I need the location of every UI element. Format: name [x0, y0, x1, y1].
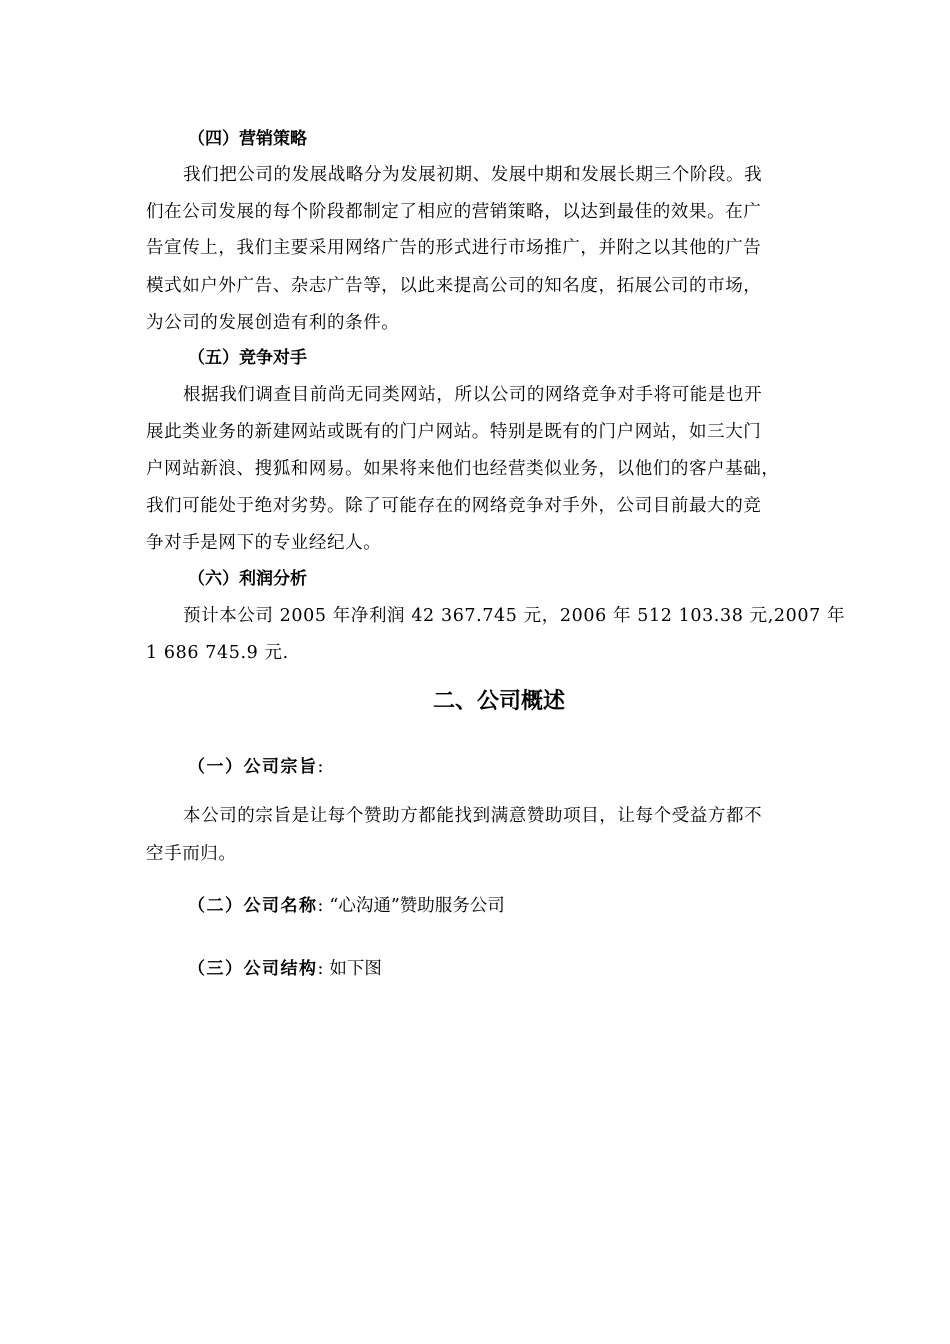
marketing-paragraph-line: 为公司的发展创造有利的条件。 [146, 313, 400, 333]
marketing-heading: （四）营销策略 [188, 129, 307, 149]
structure-colon: : [317, 959, 324, 979]
competitors-paragraph-line: 根据我们调查目前尚无同类网站，所以公司的网络竞争对手将可能是也开 [183, 385, 763, 405]
competitors-paragraph-line: 展此类业务的新建网站或既有的门户网站。特别是既有的门户网站，如三大门 [146, 422, 762, 442]
profit-paragraph-line: 1 686 745.9 元. [146, 643, 289, 663]
purpose-label: （一）公司宗旨 [188, 757, 318, 777]
purpose-paragraph-line: 本公司的宗旨是让每个赞助方都能找到满意赞助项目，让每个受益方都不 [183, 806, 763, 826]
structure-label: （三）公司结构 [188, 959, 318, 979]
structure-value: 如下图 [329, 959, 382, 979]
profit-paragraph-line: 预计本公司 2005 年净利润 42 367.745 元，2006 年 512 103.38 元,2007 年 [183, 606, 846, 626]
purpose-paragraph-line: 空手而归。 [146, 844, 237, 864]
marketing-paragraph-line: 告宣传上，我们主要采用网络广告的形式进行市场推广，并附之以其他的广告 [146, 238, 762, 258]
marketing-paragraph-line: 模式如户外广告、杂志广告等，以此来提高公司的知名度，拓展公司的市场， [146, 276, 762, 296]
profit-heading: （六）利润分析 [188, 569, 307, 589]
company-name-colon: : [317, 896, 324, 916]
purpose-colon: : [317, 757, 324, 777]
competitors-heading: （五）竞争对手 [188, 348, 307, 368]
structure-subheading [188, 957, 382, 981]
company-name-label: （二）公司名称 [188, 896, 318, 916]
marketing-paragraph-line: 们在公司发展的每个阶段都制定了相应的营销策略，以达到最佳的效果。在广 [146, 202, 762, 222]
chapter-title: 二、公司概述 [432, 689, 565, 714]
marketing-paragraph-line: 我们把公司的发展战略分为发展初期、发展中期和发展长期三个阶段。我 [183, 165, 763, 185]
competitors-paragraph-line: 我们可能处于绝对劣势。除了可能存在的网络竞争对手外，公司目前最大的竞 [146, 496, 762, 516]
competitors-paragraph-line: 户网站新浪、搜狐和网易。如果将来他们也经营类似业务，以他们的客户基础， [146, 459, 780, 479]
purpose-subheading [188, 755, 323, 779]
company-name-value: “心沟通”赞助服务公司 [329, 896, 505, 916]
company-name-subheading [188, 894, 505, 918]
competitors-paragraph-line: 争对手是网下的专业经纪人。 [146, 533, 382, 553]
